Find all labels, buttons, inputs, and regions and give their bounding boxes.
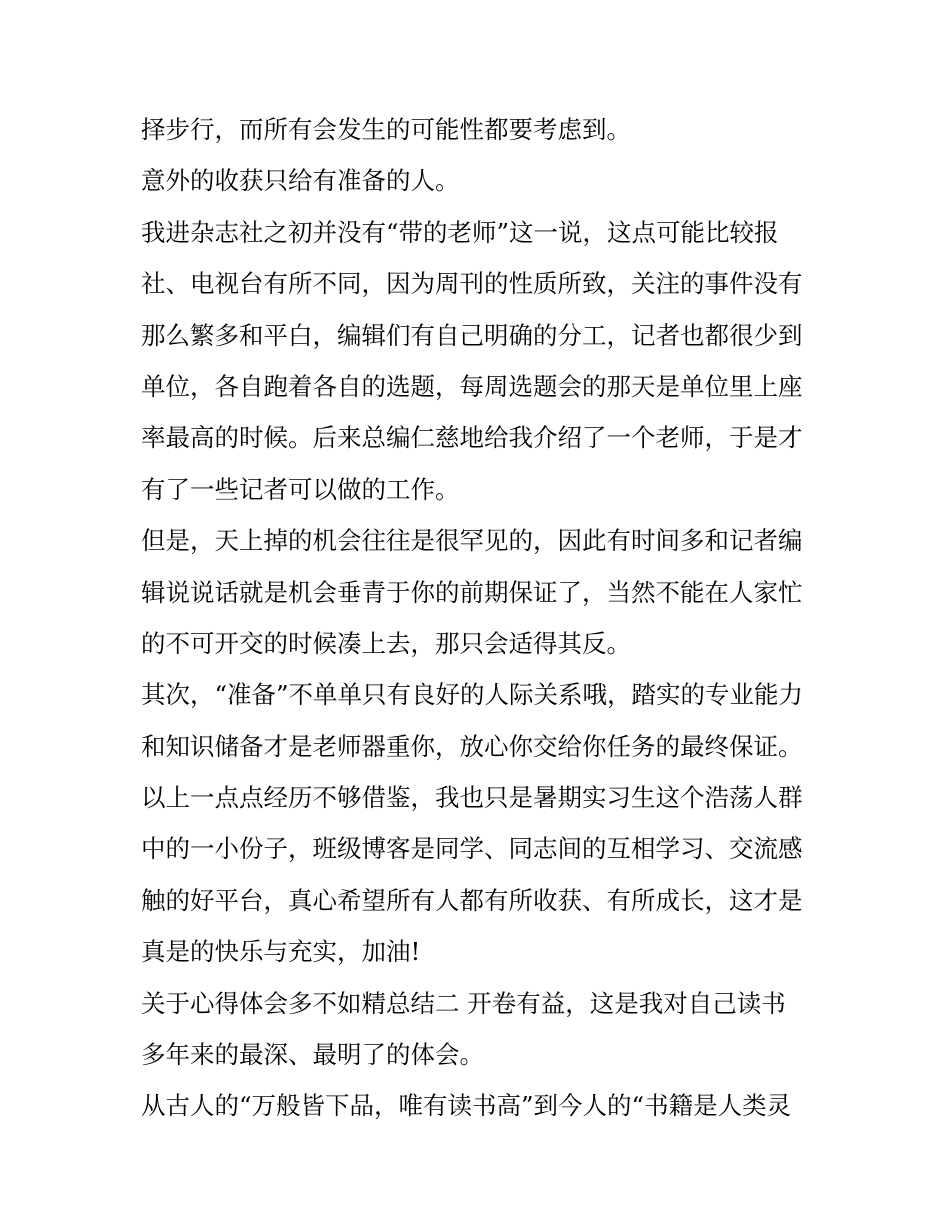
- text-line: 我进杂志社之初并没有“带的老师”这一说，这点可能比较报: [141, 217, 779, 247]
- text-line: 社、电视台有所不同，因为周刊的性质所致，关注的事件没有: [141, 269, 803, 299]
- text-line: 从古人的“万般皆下品，唯有读书高”到今人的“书籍是人类灵: [141, 1091, 792, 1121]
- text-line: 择步行，而所有会发生的可能性都要考虑到。: [141, 115, 631, 144]
- text-line: 那么繁多和平白，编辑们有自己明确的分工，记者也都很少到: [141, 320, 803, 350]
- text-line: 多年来的最深、最明了的体会。: [141, 1040, 484, 1070]
- text-line: 意外的收获只给有准备的人。: [141, 166, 460, 196]
- text-line: 关于心得体会多不如精总结二 开卷有益，这是我对自己读书: [141, 988, 786, 1018]
- document-body: [141, 104, 821, 1132]
- text-line: 辑说说话就是机会垂青于你的前期保证了，当然不能在人家忙: [141, 577, 803, 607]
- text-line: 有了一些记者可以做的工作。: [141, 474, 460, 504]
- text-line: 真是的快乐与充实，加油!: [141, 937, 421, 967]
- text-line: 但是，天上掉的机会往往是很罕见的，因此有时间多和记者编: [141, 526, 803, 556]
- text-line: 中的一小份子，班级博客是同学、同志间的互相学习、交流感: [141, 834, 803, 864]
- text-line: 和知识储备才是老师器重你，放心你交给你任务的最终保证。: [141, 731, 803, 761]
- text-line: 率最高的时候。后来总编仁慈地给我介绍了一个老师，于是才: [141, 423, 803, 453]
- text-line: 以上一点点经历不够借鉴，我也只是暑期实习生这个浩荡人群: [141, 783, 803, 813]
- text-line: 其次，“准备”不单单只有良好的人际关系哦，踏实的专业能力: [141, 680, 804, 710]
- text-line: 单位，各自跑着各自的选题，每周选题会的那天是单位里上座: [141, 371, 803, 401]
- text-line: 的不可开交的时候凑上去，那只会适得其反。: [141, 628, 631, 658]
- text-line: 触的好平台，真心希望所有人都有所收获、有所成长，这才是: [141, 885, 803, 915]
